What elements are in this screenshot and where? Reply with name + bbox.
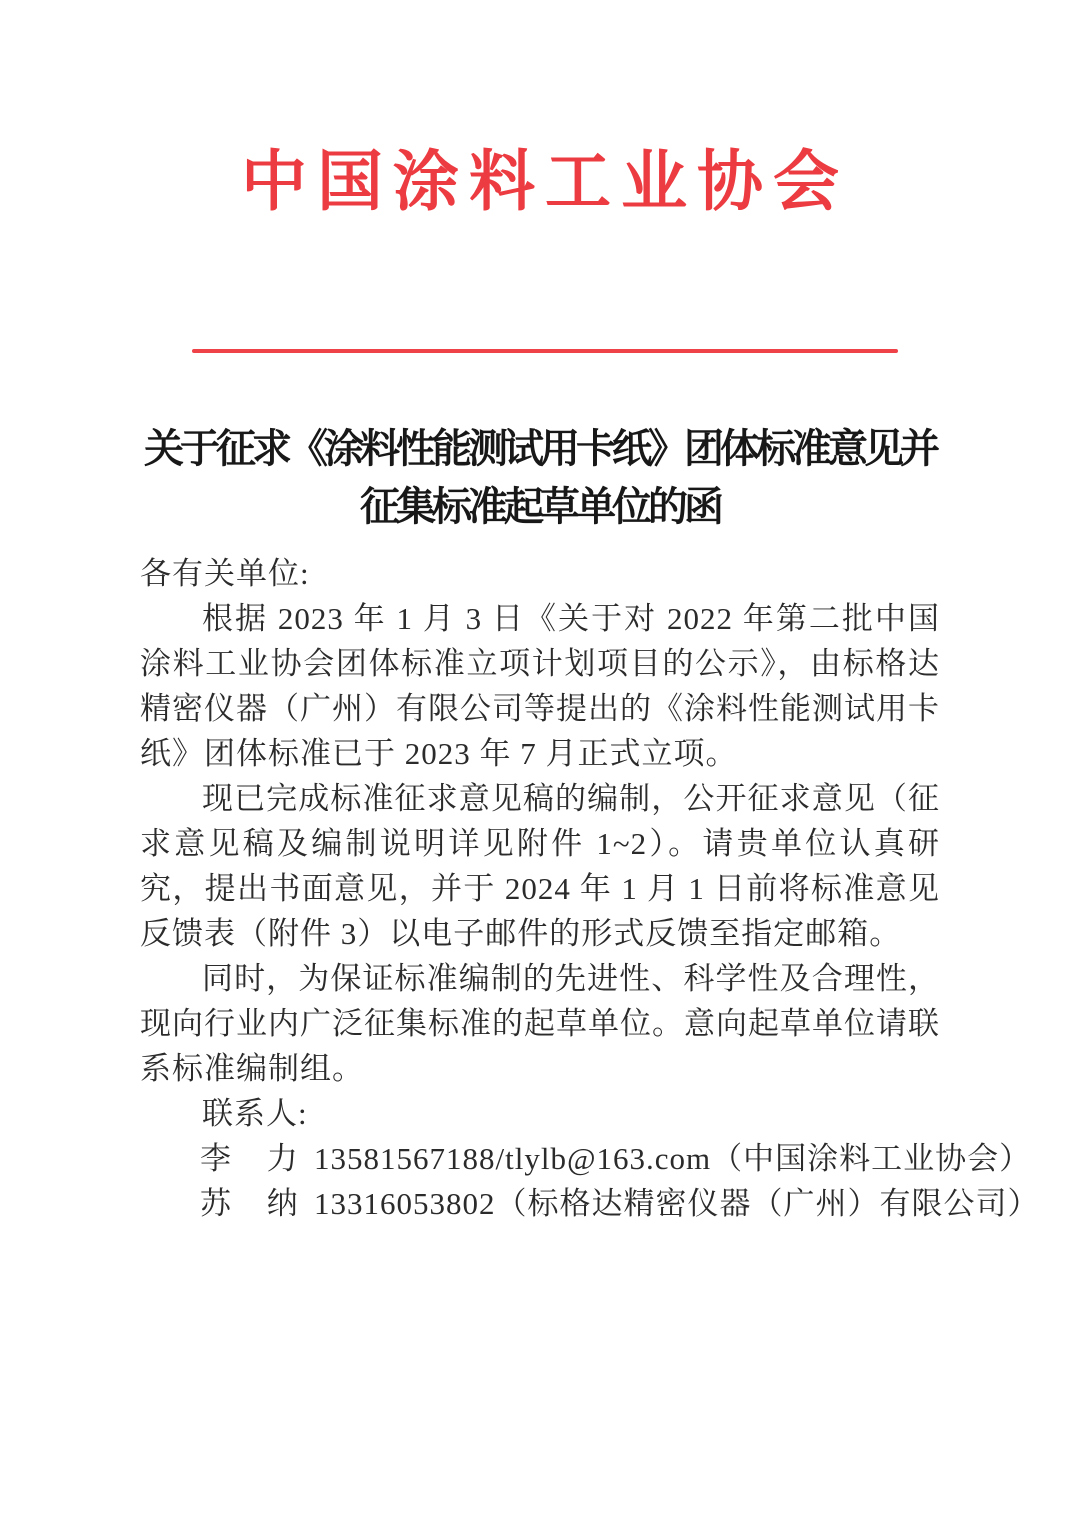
- document-title-line2: 征集标准起草单位的函: [360, 484, 720, 529]
- contacts-label: 联系人:: [202, 1096, 308, 1131]
- paragraph-comment-request: 现已完成标准征求意见稿的编制，公开征求意见（征求意见稿及编制说明详见附件 1~2）。请贵单位认真研究，提出书面意见，并于 2024 年 1 月 1 日前将标准意见反馈表（附件 3）以电子邮件的形式反馈至指定邮箱。: [140, 781, 940, 951]
- contact-name: 苏 纳: [200, 1186, 299, 1221]
- contact-detail: 13316053802（标格达精密仪器（广州）有限公司）: [314, 1186, 1040, 1221]
- contact-row: [140, 1136, 1032, 1181]
- salutation: 各有关单位:: [140, 556, 310, 591]
- contact-detail: 13581567188/tlylb@163.com（中国涂料工业协会）: [314, 1141, 1032, 1176]
- letter-text: [140, 551, 1040, 1226]
- letterhead-org-name: 中国涂料工业协会: [241, 146, 849, 219]
- paragraph-project-approval: 根据 2023 年 1 月 3 日《关于对 2022 年第二批中国涂料工业协会团体标准立项计划项目的公示》，由标格达精密仪器（广州）有限公司等提出的《涂料性能测试用卡纸》团体标准已于 2023 年 7 月正式立项。: [140, 601, 940, 771]
- letterhead-divider-rule: [192, 349, 898, 353]
- document-title-line1: 关于征求《涂料性能测试用卡纸》团体标准意见并: [144, 426, 936, 471]
- paragraph-drafting-units: 同时，为保证标准编制的先进性、科学性及合理性，现向行业内广泛征集标准的起草单位。意向起草单位请联系标准编制组。: [140, 961, 940, 1086]
- contact-name: 李 力: [200, 1141, 299, 1176]
- letter-body: [140, 420, 1040, 1226]
- contact-row: [140, 1181, 1040, 1226]
